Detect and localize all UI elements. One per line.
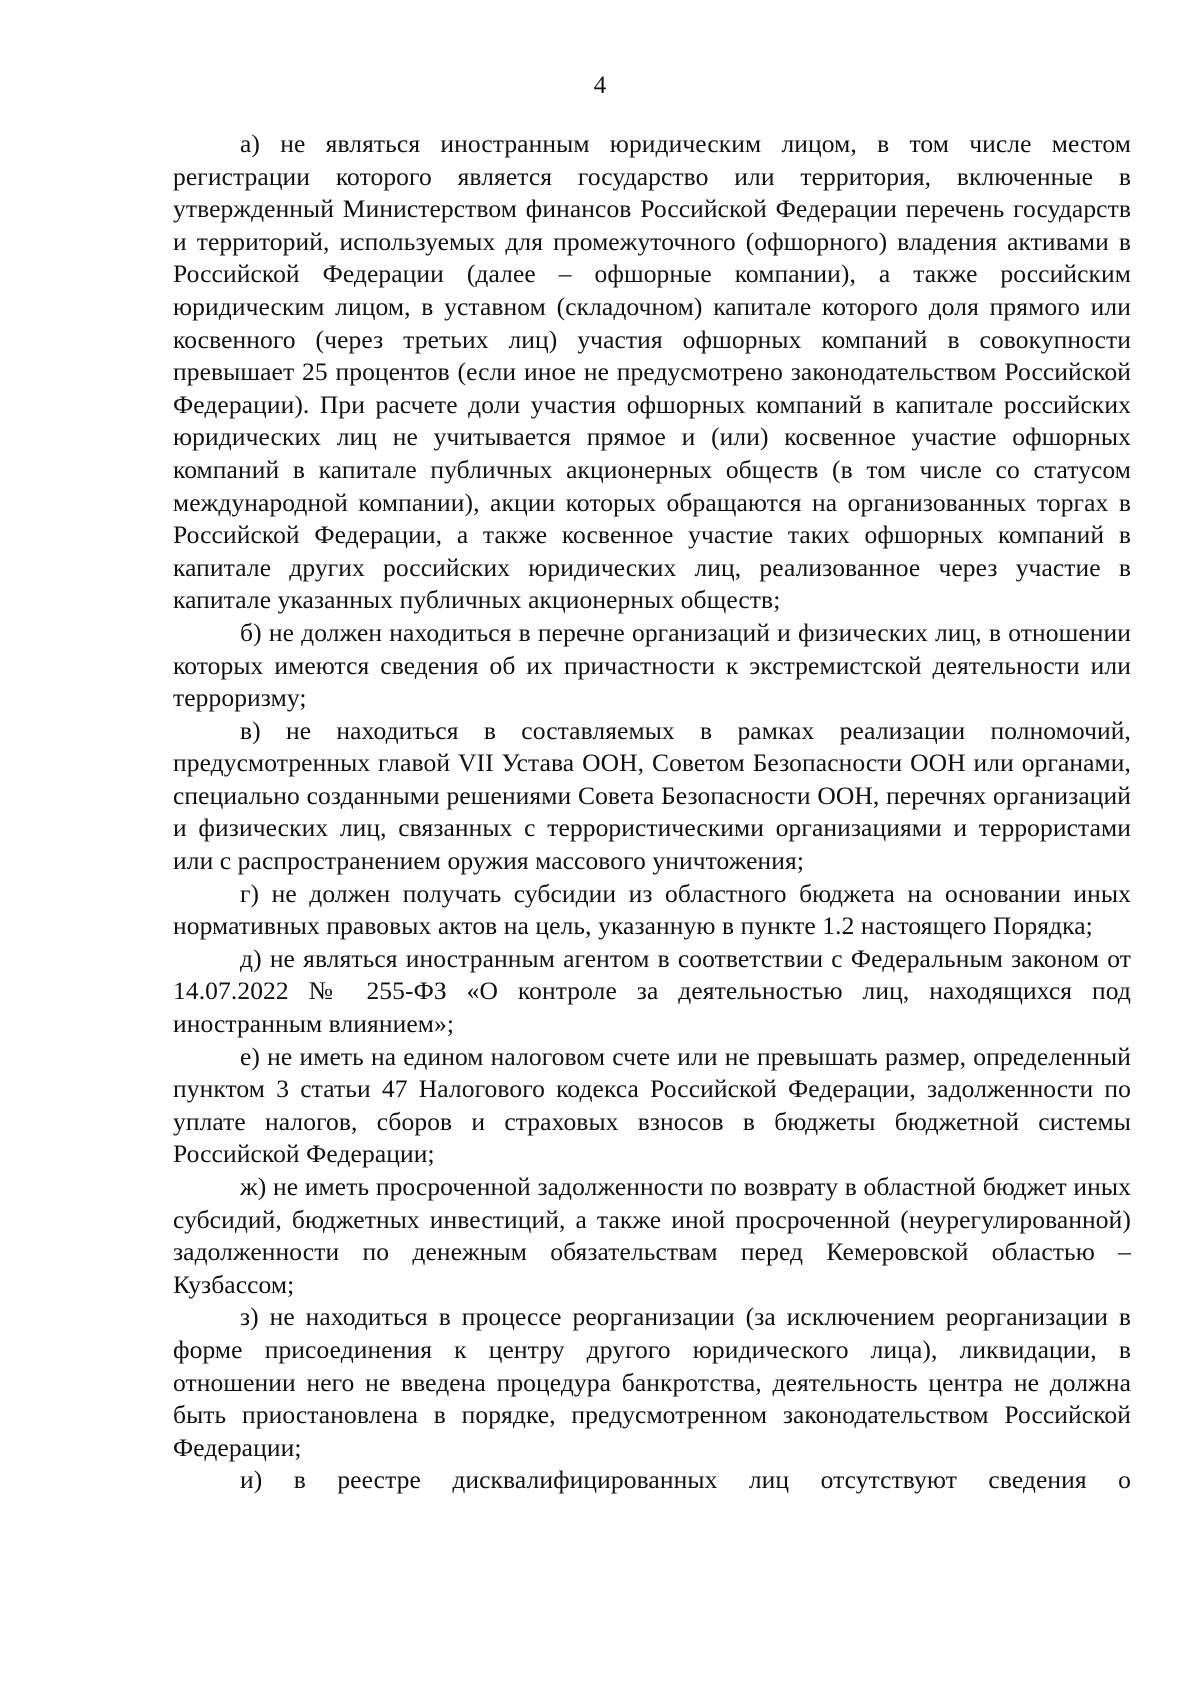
paragraph-b: б) не должен находиться в перечне организаций и физических лиц, в отношении которых имеются сведения об их причастности к экстремистской деятельности или терроризму; xyxy=(173,617,1131,713)
document-body xyxy=(173,128,1131,1497)
page-number: 4 xyxy=(593,72,607,99)
paragraph-z: з) не находиться в процессе реорганизации (за исключением реорганизации в форме присоединения к центру другого юридического лица), ликвидации, в отношении него не введена процедура банкротства, деятельность центра не должна быть приостановлена в порядке, предусмотренном законодательством Российской Федерации; xyxy=(173,1302,1131,1462)
paragraph-e: е) не иметь на едином налоговом счете или не превышать размер, определенный пунктом 3 статьи 47 Налогового кодекса Российской Федерации, задолженности по уплате налогов, сборов и страховых взносов в бюджеты бюджетной системы Российской Федерации; xyxy=(173,1041,1131,1169)
paragraph-g: г) не должен получать субсидии из областного бюджета на основании иных нормативных правовых актов на цель, указанную в пункте 1.2 настоящего Порядка; xyxy=(173,878,1131,941)
paragraph-d: д) не являться иностранным агентом в соответствии с Федеральным законом от 14.07.2022 № 255-ФЗ «О контроле за деятельностью лиц, находящихся под иностранным влиянием»; xyxy=(173,943,1131,1039)
paragraph-i: и) в реестре дисквалифицированных лиц отсутствуют сведения о xyxy=(240,1465,1131,1495)
paragraph-v: в) не находиться в составляемых в рамках реализации полномочий, предусмотренных главой VII Устава ООН, Советом Безопасности ООН или органами, специально созданными решениями Совета Безопасности ООН, перечнях организаций и физических лиц, связанных с террористическими организациями и террористами или с распространением оружия массового уничтожения; xyxy=(173,715,1131,876)
paragraph-zh: ж) не иметь просроченной задолженности по возврату в областной бюджет иных субсидий, бюджетных инвестиций, а также иной просроченной (неурегулированной) задолженности по денежным обязательствам перед Кемеровской областью – Кузбассом; xyxy=(173,1172,1131,1299)
paragraph-a: а) не являться иностранным юридическим лицом, в том числе местом регистрации которого является государство или территория, включенные в утвержденный Министерством финансов Российской Федерации перечень государств и территорий, используемых для промежуточного (офшорного) владения активами в Российской Федерации (далее – офшорные компании), а также российским юридическим лицом, в уставном (складочном) капитале которого доля прямого или косвенного (через третьих лиц) участия офшорных компаний в совокупности превышает 25 процентов (если иное не предусмотрено законодательством Российской Федерации). При расчете доли участия офшорных компаний в капитале российских юридических лиц не учитывается прямое и (или) косвенное участие офшорных компаний в капитале публичных акционерных обществ (в том числе со статусом международной компании), акции которых обращаются на организованных торгах в Российской Федерации, а также косвенное участие таких офшорных компаний в капитале других российских юридических лиц, реализованное через участие в капитале указанных публичных акционерных обществ; xyxy=(173,129,1131,615)
